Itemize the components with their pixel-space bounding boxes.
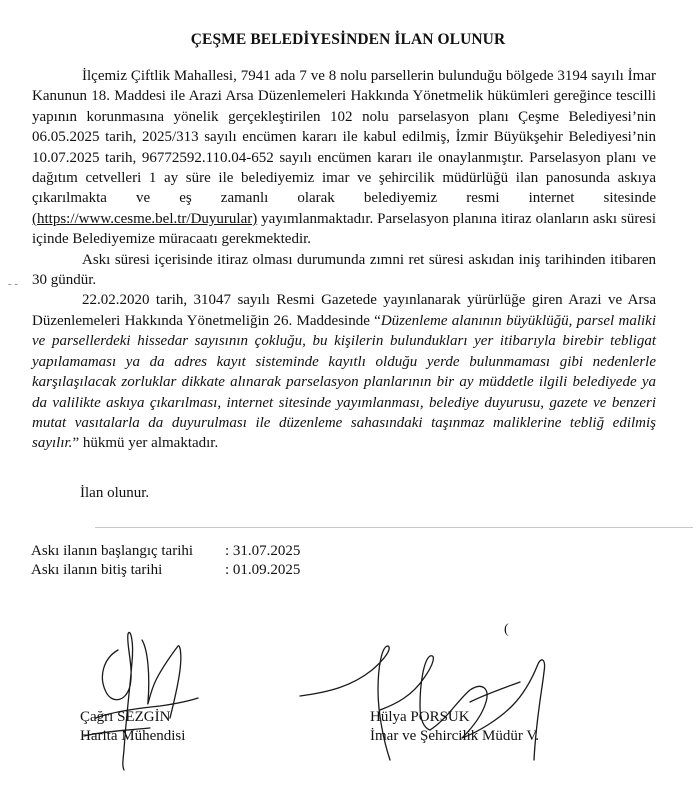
announcements-link[interactable]: (https://www.cesme.bel.tr/Duyurular) [32,210,258,227]
paragraph-objection-period: Askı süresi içerisinde itiraz olması durumunda zımni ret süresi askıdan iniş tarihinden itibaren 30 gündür. [32,251,656,289]
ink-mark: ( [504,622,509,637]
left-signatory-name: Çağrı SEZGİN [80,709,171,725]
paragraph-text: yayımlanmaktadır. Parselasyon planına itiraz olanların askı süresi içinde Belediyemize müracaatı gerekmektedir. [32,210,656,248]
divider [95,527,693,528]
end-date-row [31,561,300,580]
right-signatory-title: İmar ve Şehircilik Müdür V. [370,728,540,744]
announcement-body [32,66,656,454]
regulation-quote: Düzenleme alanının büyüklüğü, parsel maliki ve parsellerdeki hissedar sayısının çokluğu, bu kişilerin bulundukları yer itibarıyla birebir tebligat yapılamaması ya da adres kayıt sisteminde kayıtlı olduğu yerde bulunmaması gibi nedenlerle karşılaşılacak zorluklar dikkate alınarak parselasyon planlarının bir ay müddetle ilgili belediyede ya da valilikte askıya çıkarılması, internet sitesinde yayımlanması, belediye duyurusu, gazete ve benzeri mutat vasıtalarla da duyurulması ile düzenleme sahasındaki taşınmaz maliklerine tebliğ edilmiş sayılır. [32,312,656,452]
paragraph-regulation [32,290,656,453]
end-date-label: Askı ilanın bitiş tarihi [31,562,163,578]
handwritten-signatures [0,610,696,780]
paragraph-text: İlçemiz Çiftlik Mahallesi, 7941 ada 7 ve 8 nolu parsellerin bulunduğu bölgede 3194 sayılı İmar Kanunun 18. Maddesi ile Arazi Arsa Düzenlemeleri Hakkında Yönetmelik hükümleri gereğince tescilli yapının korunmasına yönelik gerçekleştirilen 102 nolu parselasyon planı Çeşme Belediyesi’nin 06.05.2025 tarih, 2025/313 sayılı encümen kararı ile kabul edilmiş, İzmir Büyükşehir Belediyesi’nin 10.07.2025 tarih, 96772592.110.04-652 sayılı encümen kararı ile onaylanmıştır. Parselasyon planı ve dağıtım cetvelleri 1 ay süre ile belediyemiz imar ve şehircilik müdürlüğü ilan panosunda askıya çıkarılmakta ve eş zamanlı olarak belediyemiz resmi internet sitesinde [32,68,656,207]
right-signature-stroke [470,682,520,702]
right-signatory-name: Hülya PORSUK [370,709,470,725]
right-signatory [370,708,539,746]
paragraph-text: 22.02.2020 tarih, 31047 sayılı Resmi Gazetede yayınlanarak yürürlüğe giren Arazi ve Arsa Düzenlemeleri Hakkında Yönetmeliğin 26. Maddesinde “ [32,292,656,329]
start-date-value: : 31.07.2025 [225,543,301,559]
paragraph-plan-approval [32,66,656,250]
paragraph-text: ” hükmü yer almaktadır. [72,435,219,452]
left-signature-stroke [102,632,132,770]
document-title: ÇEŞME BELEDİYESİNDEN İLAN OLUNUR [190,31,506,48]
signature-block [0,610,696,780]
left-signatory [80,708,185,746]
margin-mark: - - [8,278,19,290]
start-date-row [31,542,300,561]
posting-dates [31,542,300,580]
end-date-value: : 01.09.2025 [225,562,301,578]
start-date-label: Askı ilanın başlangıç tarihi [31,543,194,559]
closing-line: İlan olunur. [80,485,150,501]
left-signatory-title: Harita Mühendisi [80,728,186,744]
